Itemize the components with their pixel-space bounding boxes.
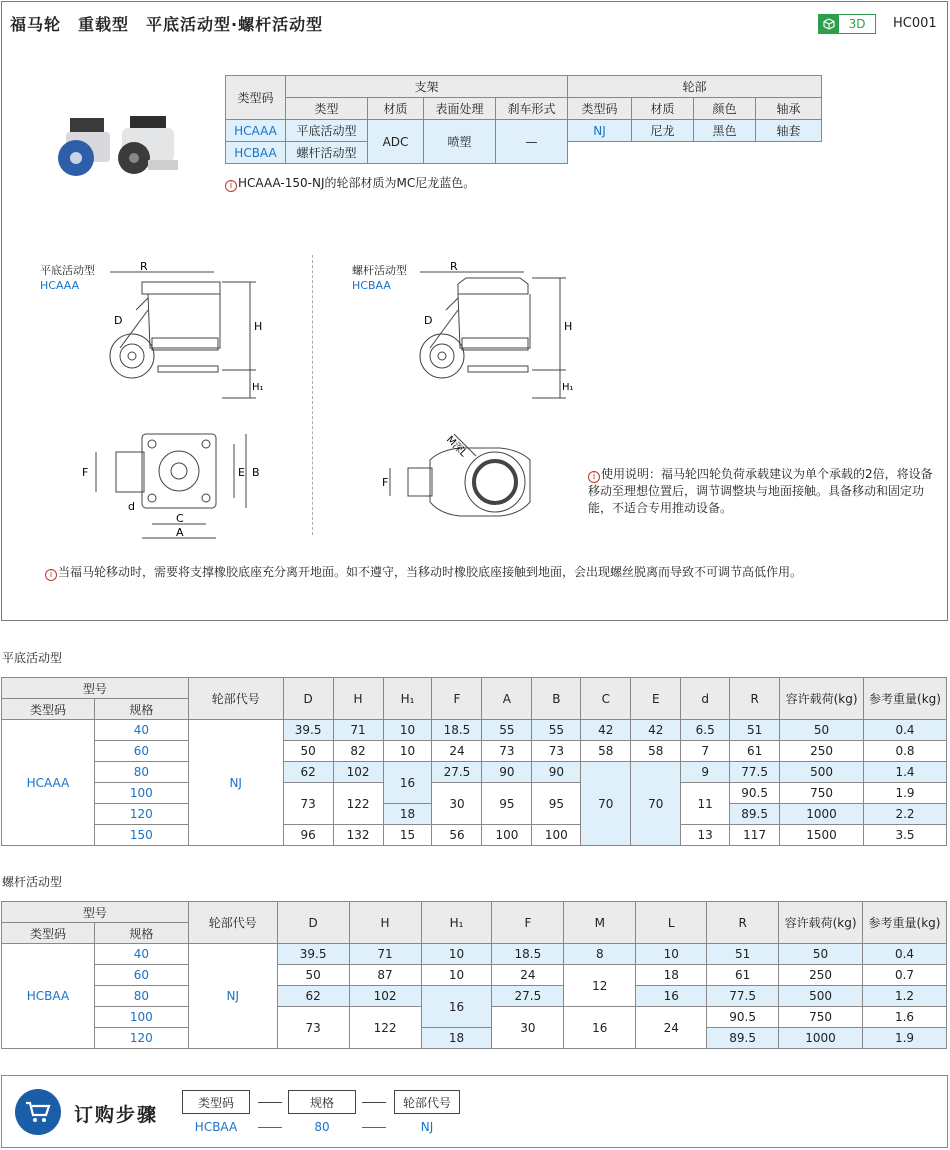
t1-spec: 120 — [94, 804, 188, 825]
right-label-H1: H₁ — [562, 382, 574, 393]
t1-weight: 0.4 — [864, 720, 947, 741]
t1-D: 50 — [283, 741, 333, 762]
t2-load: 50 — [779, 944, 863, 965]
spec-surface: 喷塑 — [424, 120, 496, 164]
t1-H1: 18 — [383, 804, 432, 825]
t1-C: 70 — [581, 762, 631, 846]
t1-load: 50 — [780, 720, 864, 741]
t1-C: 42 — [581, 720, 631, 741]
t1-header-D: D — [283, 678, 333, 720]
t2-header-M: M — [564, 902, 636, 944]
t2-F: 18.5 — [492, 944, 564, 965]
section-title-screw: 螺杆活动型 — [2, 875, 63, 889]
spec-header-wheel: 轮部 — [568, 76, 822, 98]
moving-note-text: 当福马轮移动时，需要将支撑橡胶底座充分离开地面。如不遵守，当移动时橡胶底座接触到地面，会出现螺丝脱离而导致不可调节高低作用。 — [58, 565, 803, 579]
t1-D: 73 — [283, 783, 333, 825]
t2-H1: 10 — [421, 965, 492, 986]
t2-header-spec: 规格 — [94, 923, 188, 944]
spec-row1-code: HCAAA — [226, 120, 286, 142]
t2-H1: 16 — [421, 986, 492, 1028]
t1-spec: 40 — [94, 720, 188, 741]
spec-header-material: 材质 — [368, 98, 424, 120]
t1-H1: 10 — [383, 741, 432, 762]
table-row — [2, 965, 947, 986]
spec-table — [225, 75, 822, 164]
screw-type-table — [1, 901, 947, 1049]
spec-bearing: 轴套 — [756, 120, 822, 142]
t1-R: 117 — [730, 825, 780, 846]
t1-spec: 80 — [94, 762, 188, 783]
usage-note-text: 使用说明：福马轮四轮负荷承载建议为单个承载的2倍，将设备移动至理想位置后，调节调整块与地面接触。具备移动和固定功能，不适合专用推动设备。 — [588, 467, 933, 515]
left-label-H: H — [254, 320, 263, 333]
section-title-flat: 平底活动型 — [2, 651, 63, 665]
t1-header-H: H — [333, 678, 383, 720]
t2-L: 10 — [636, 944, 707, 965]
t1-B: 55 — [532, 720, 581, 741]
t2-code: HCBAA — [2, 944, 95, 1049]
t2-L: 16 — [636, 986, 707, 1007]
left-label-B: B — [252, 466, 260, 479]
spec-header-bearing: 轴承 — [756, 98, 822, 120]
t1-D: 62 — [283, 762, 333, 783]
t1-load: 750 — [780, 783, 864, 804]
t2-H: 122 — [349, 1007, 421, 1049]
flat-type-table — [1, 677, 947, 846]
t2-M: 16 — [564, 1007, 636, 1049]
cart-icon — [15, 1089, 61, 1135]
t2-weight: 1.9 — [863, 1028, 947, 1049]
t2-header-H1: H₁ — [421, 902, 492, 944]
right-label-R: R — [450, 260, 458, 273]
t1-D: 96 — [283, 825, 333, 846]
spec-color: 黑色 — [694, 120, 756, 142]
diagram-divider — [312, 255, 313, 535]
right-diagram-name: 螺杆活动型 — [352, 264, 407, 277]
t1-header-H1: H₁ — [383, 678, 432, 720]
product-code: HC001 — [893, 16, 937, 31]
t1-F: 18.5 — [432, 720, 482, 741]
t2-M: 12 — [564, 965, 636, 1007]
t1-header-F: F — [432, 678, 482, 720]
t1-D: 39.5 — [283, 720, 333, 741]
t1-header-model: 型号 — [2, 678, 189, 699]
t1-header-A: A — [482, 678, 532, 720]
t1-A: 100 — [482, 825, 532, 846]
t1-load: 1500 — [780, 825, 864, 846]
order-title: 订购步骤 — [74, 1104, 159, 1126]
t1-F: 56 — [432, 825, 482, 846]
t2-spec: 80 — [94, 986, 188, 1007]
left-label-C: C — [176, 512, 184, 525]
left-label-A: A — [176, 526, 184, 539]
t2-F: 27.5 — [492, 986, 564, 1007]
material-note-text: HCAAA-150-NJ的轮部材质为MC尼龙蓝色。 — [238, 176, 476, 190]
t1-spec: 100 — [94, 783, 188, 804]
t1-d: 11 — [681, 783, 730, 825]
material-note — [225, 174, 475, 192]
t2-D: 73 — [277, 1007, 349, 1049]
t1-weight: 1.9 — [864, 783, 947, 804]
t1-header-R: R — [730, 678, 780, 720]
t2-weight: 0.7 — [863, 965, 947, 986]
step-connector — [362, 1102, 386, 1103]
table-row — [2, 944, 947, 965]
left-label-R: R — [140, 260, 148, 273]
order-example-wheel: NJ — [420, 1120, 434, 1134]
t2-L: 24 — [636, 1007, 707, 1049]
table-row — [2, 720, 947, 741]
t1-H: 132 — [333, 825, 383, 846]
t1-B: 100 — [532, 825, 581, 846]
t2-D: 62 — [277, 986, 349, 1007]
t2-R: 89.5 — [707, 1028, 779, 1049]
left-label-D: D — [114, 314, 123, 327]
t2-header-model: 型号 — [2, 902, 189, 923]
t1-A: 95 — [482, 783, 532, 825]
t1-d: 13 — [681, 825, 730, 846]
spec-header-wmaterial: 材质 — [632, 98, 694, 120]
t1-d: 7 — [681, 741, 730, 762]
left-diagram-name: 平底活动型 — [40, 264, 95, 277]
spec-wmaterial: 尼龙 — [632, 120, 694, 142]
t2-header-F: F — [492, 902, 564, 944]
page-title: 福马轮 重载型 平底活动型·螺杆活动型 — [10, 15, 324, 34]
spec-header-bracket: 支架 — [286, 76, 568, 98]
t1-H1: 10 — [383, 720, 432, 741]
left-label-d: d — [128, 500, 135, 513]
t2-R: 51 — [707, 944, 779, 965]
t2-weight: 1.2 — [863, 986, 947, 1007]
t1-E: 70 — [631, 762, 681, 846]
t1-H: 82 — [333, 741, 383, 762]
t1-code: HCAAA — [2, 720, 95, 846]
t1-B: 90 — [532, 762, 581, 783]
t2-weight: 0.4 — [863, 944, 947, 965]
t2-wheel: NJ — [188, 944, 277, 1049]
t1-load: 250 — [780, 741, 864, 762]
t1-C: 58 — [581, 741, 631, 762]
t2-H: 87 — [349, 965, 421, 986]
table-row — [2, 1028, 947, 1049]
left-top-drawing — [76, 430, 276, 550]
t2-R: 61 — [707, 965, 779, 986]
spec-row2-type: 螺杆活动型 — [286, 142, 368, 164]
spec-empty — [568, 142, 822, 164]
t1-header-spec: 规格 — [94, 699, 188, 720]
left-label-F: F — [82, 466, 89, 479]
t1-F: 24 — [432, 741, 482, 762]
right-label-H: H — [564, 320, 573, 333]
t2-header-L: L — [636, 902, 707, 944]
spec-material: ADC — [368, 120, 424, 164]
spec-header-type: 类型 — [286, 98, 368, 120]
t1-R: 61 — [730, 741, 780, 762]
t2-R: 90.5 — [707, 1007, 779, 1028]
table-row — [2, 783, 947, 804]
order-steps-panel — [1, 1075, 948, 1148]
t1-header-C: C — [581, 678, 631, 720]
order-step-wheel: 轮部代号 — [394, 1090, 460, 1114]
t2-F: 24 — [492, 965, 564, 986]
order-example-code: HCBAA — [194, 1120, 238, 1134]
t1-A: 90 — [482, 762, 532, 783]
t1-wheel: NJ — [188, 720, 283, 846]
t1-weight: 3.5 — [864, 825, 947, 846]
t1-header-wheel: 轮部代号 — [188, 678, 283, 720]
t1-weight: 1.4 — [864, 762, 947, 783]
t1-R: 89.5 — [730, 804, 780, 825]
spec-header-wcode: 类型码 — [568, 98, 632, 120]
info-icon: i — [45, 569, 57, 581]
table-row — [2, 762, 947, 783]
t2-load: 500 — [779, 986, 863, 1007]
spec-wcode: NJ — [568, 120, 632, 142]
example-connector — [362, 1127, 386, 1128]
3d-model-button[interactable] — [818, 14, 876, 34]
t2-header-H: H — [349, 902, 421, 944]
step-connector — [258, 1102, 282, 1103]
left-label-H1: H₁ — [252, 382, 264, 393]
info-icon: i — [588, 471, 600, 483]
table-row — [2, 825, 947, 846]
t1-H: 102 — [333, 762, 383, 783]
t2-header-load: 容许载荷(kg) — [779, 902, 863, 944]
order-example-spec: 80 — [314, 1120, 330, 1134]
left-label-E: E — [238, 466, 245, 479]
t2-F: 30 — [492, 1007, 564, 1049]
t2-header-weight: 参考重量(kg) — [863, 902, 947, 944]
spec-row2-code: HCBAA — [226, 142, 286, 164]
t2-M: 8 — [564, 944, 636, 965]
product-photo — [52, 110, 182, 180]
t2-spec: 40 — [94, 944, 188, 965]
t2-H: 102 — [349, 986, 421, 1007]
t1-d: 6.5 — [681, 720, 730, 741]
t1-R: 90.5 — [730, 783, 780, 804]
t1-E: 42 — [631, 720, 681, 741]
t2-H1: 10 — [421, 944, 492, 965]
t2-spec: 100 — [94, 1007, 188, 1028]
t2-R: 77.5 — [707, 986, 779, 1007]
right-label-F: F — [382, 476, 389, 489]
t1-d: 9 — [681, 762, 730, 783]
t2-spec: 120 — [94, 1028, 188, 1049]
spec-brake: — — [496, 120, 568, 164]
left-diagram-code: HCAAA — [40, 279, 80, 292]
t1-header-E: E — [631, 678, 681, 720]
t1-H1: 16 — [383, 762, 432, 804]
t2-D: 50 — [277, 965, 349, 986]
t1-R: 77.5 — [730, 762, 780, 783]
right-top-drawing — [380, 430, 560, 540]
table-row — [2, 741, 947, 762]
t1-header-weight: 参考重量(kg) — [864, 678, 947, 720]
t2-load: 1000 — [779, 1028, 863, 1049]
t1-F: 30 — [432, 783, 482, 825]
t2-header-code: 类型码 — [2, 923, 95, 944]
t2-header-wheel: 轮部代号 — [188, 902, 277, 944]
t1-F: 27.5 — [432, 762, 482, 783]
t1-A: 55 — [482, 720, 532, 741]
right-label-D: D — [424, 314, 433, 327]
t1-header-load: 容许载荷(kg) — [780, 678, 864, 720]
info-icon: i — [225, 180, 237, 192]
t2-H: 71 — [349, 944, 421, 965]
spec-header-surface: 表面处理 — [424, 98, 496, 120]
t1-H: 122 — [333, 783, 383, 825]
t1-spec: 150 — [94, 825, 188, 846]
t1-R: 51 — [730, 720, 780, 741]
t1-load: 1000 — [780, 804, 864, 825]
table-row — [2, 986, 947, 1007]
order-step-code: 类型码 — [182, 1090, 250, 1114]
t2-spec: 60 — [94, 965, 188, 986]
t1-header-d: d — [681, 678, 730, 720]
t2-L: 18 — [636, 965, 707, 986]
left-side-drawing — [100, 258, 280, 408]
t2-D: 39.5 — [277, 944, 349, 965]
t2-H1: 18 — [421, 1028, 492, 1049]
t1-A: 73 — [482, 741, 532, 762]
example-connector — [258, 1127, 282, 1128]
spec-header-color: 颜色 — [694, 98, 756, 120]
right-side-drawing — [410, 258, 590, 408]
t1-H: 71 — [333, 720, 383, 741]
t1-header-code: 类型码 — [2, 699, 95, 720]
spec-row1-type: 平底活动型 — [286, 120, 368, 142]
t1-load: 500 — [780, 762, 864, 783]
spec-header-code: 类型码 — [226, 76, 286, 120]
t2-weight: 1.6 — [863, 1007, 947, 1028]
t1-H1: 15 — [383, 825, 432, 846]
t1-B: 73 — [532, 741, 581, 762]
t2-load: 250 — [779, 965, 863, 986]
t1-header-B: B — [532, 678, 581, 720]
order-step-spec: 规格 — [288, 1090, 356, 1114]
spec-header-brake: 刹车形式 — [496, 98, 568, 120]
t1-weight: 2.2 — [864, 804, 947, 825]
right-diagram-code: HCBAA — [352, 279, 391, 292]
t2-header-R: R — [707, 902, 779, 944]
moving-note — [45, 563, 802, 581]
t1-B: 95 — [532, 783, 581, 825]
t1-weight: 0.8 — [864, 741, 947, 762]
3d-label: 3D — [848, 17, 866, 31]
t2-load: 750 — [779, 1007, 863, 1028]
cube-icon — [819, 15, 839, 33]
right-label-ML: M深L — [443, 434, 469, 460]
t1-spec: 60 — [94, 741, 188, 762]
t1-E: 58 — [631, 741, 681, 762]
t2-header-D: D — [277, 902, 349, 944]
usage-note — [588, 466, 938, 517]
